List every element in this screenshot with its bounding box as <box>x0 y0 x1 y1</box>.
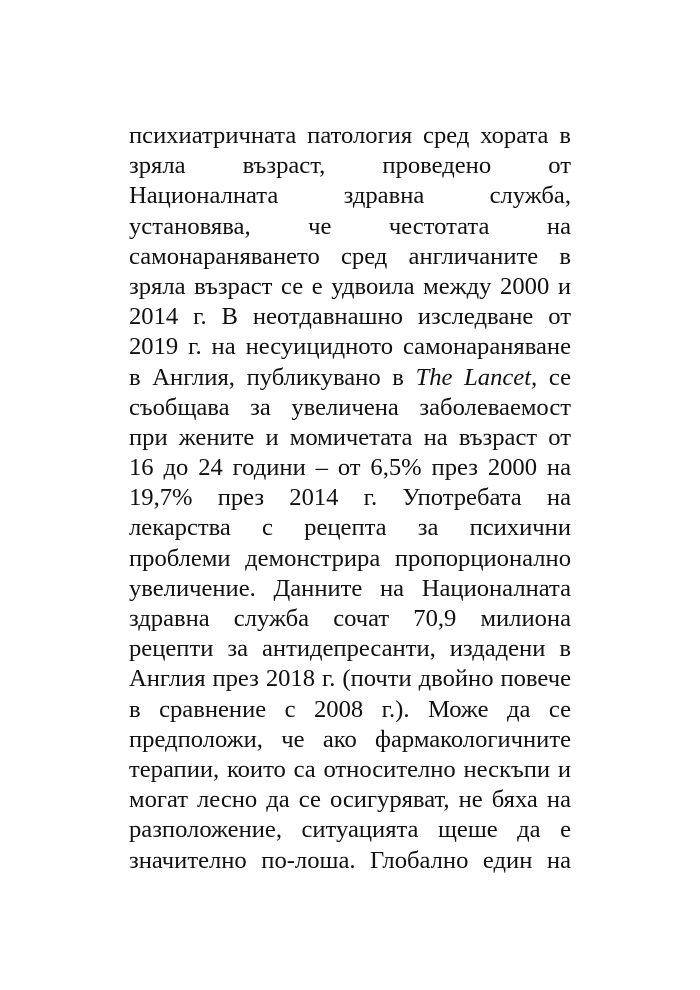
text-line: здравна служба сочат 70,9 милиона <box>129 605 571 632</box>
text-line: терапии, които са относително нескъпи и <box>129 755 571 783</box>
text-line: при жените и момичетата на възраст от <box>129 423 571 451</box>
text-line: установява, че честотата на <box>129 212 571 240</box>
text-line: 2019 г. на несуицидното самонараняване <box>129 333 571 361</box>
text-line: Националната здравна служба, <box>129 182 571 210</box>
text-line: Англия през 2018 г. (почти двойно повече <box>129 665 571 693</box>
text-line: 19,7% през 2014 г. Употребата на <box>129 484 571 512</box>
text-line: предположи, че ако фармакологичните <box>129 725 571 753</box>
text-line: значително по-лоша. Глобално един на <box>129 846 571 874</box>
text-line: могат лесно да се осигуряват, не бяха на <box>129 786 571 814</box>
text-fragment: в Англия, публикувано в <box>129 363 416 391</box>
text-line: в сравнение с 2008 г.). Може да се <box>129 695 571 723</box>
text-line: зряла възраст се е удвоила между 2000 и <box>129 272 571 300</box>
text-line: лекарства с рецепта за психични <box>129 514 571 542</box>
text-fragment: се <box>537 363 571 391</box>
text-line: съобщава за увеличена заболеваемост <box>129 393 571 421</box>
body-text <box>129 121 571 876</box>
text-line-with-citation <box>129 363 571 393</box>
text-line: 16 до 24 години – от 6,5% през 2000 на <box>129 454 571 482</box>
text-line: психиатричната патология сред хората в <box>129 122 571 149</box>
text-line: проблеми демонстрира пропорционално <box>129 544 571 572</box>
text-line: самонараняването сред англичаните в <box>129 242 571 270</box>
text-line: увеличение. Данните на Националната <box>129 574 571 602</box>
text-line: разположение, ситуацията щеше да е <box>129 816 571 844</box>
text-line: зряла възраст, проведено от <box>129 152 571 180</box>
text-line: 2014 г. В неотдавнашно изследване от <box>129 303 571 331</box>
text-line: рецепти за антидепресанти, издадени в <box>129 635 571 663</box>
journal-title: The Lancet, <box>415 363 538 391</box>
